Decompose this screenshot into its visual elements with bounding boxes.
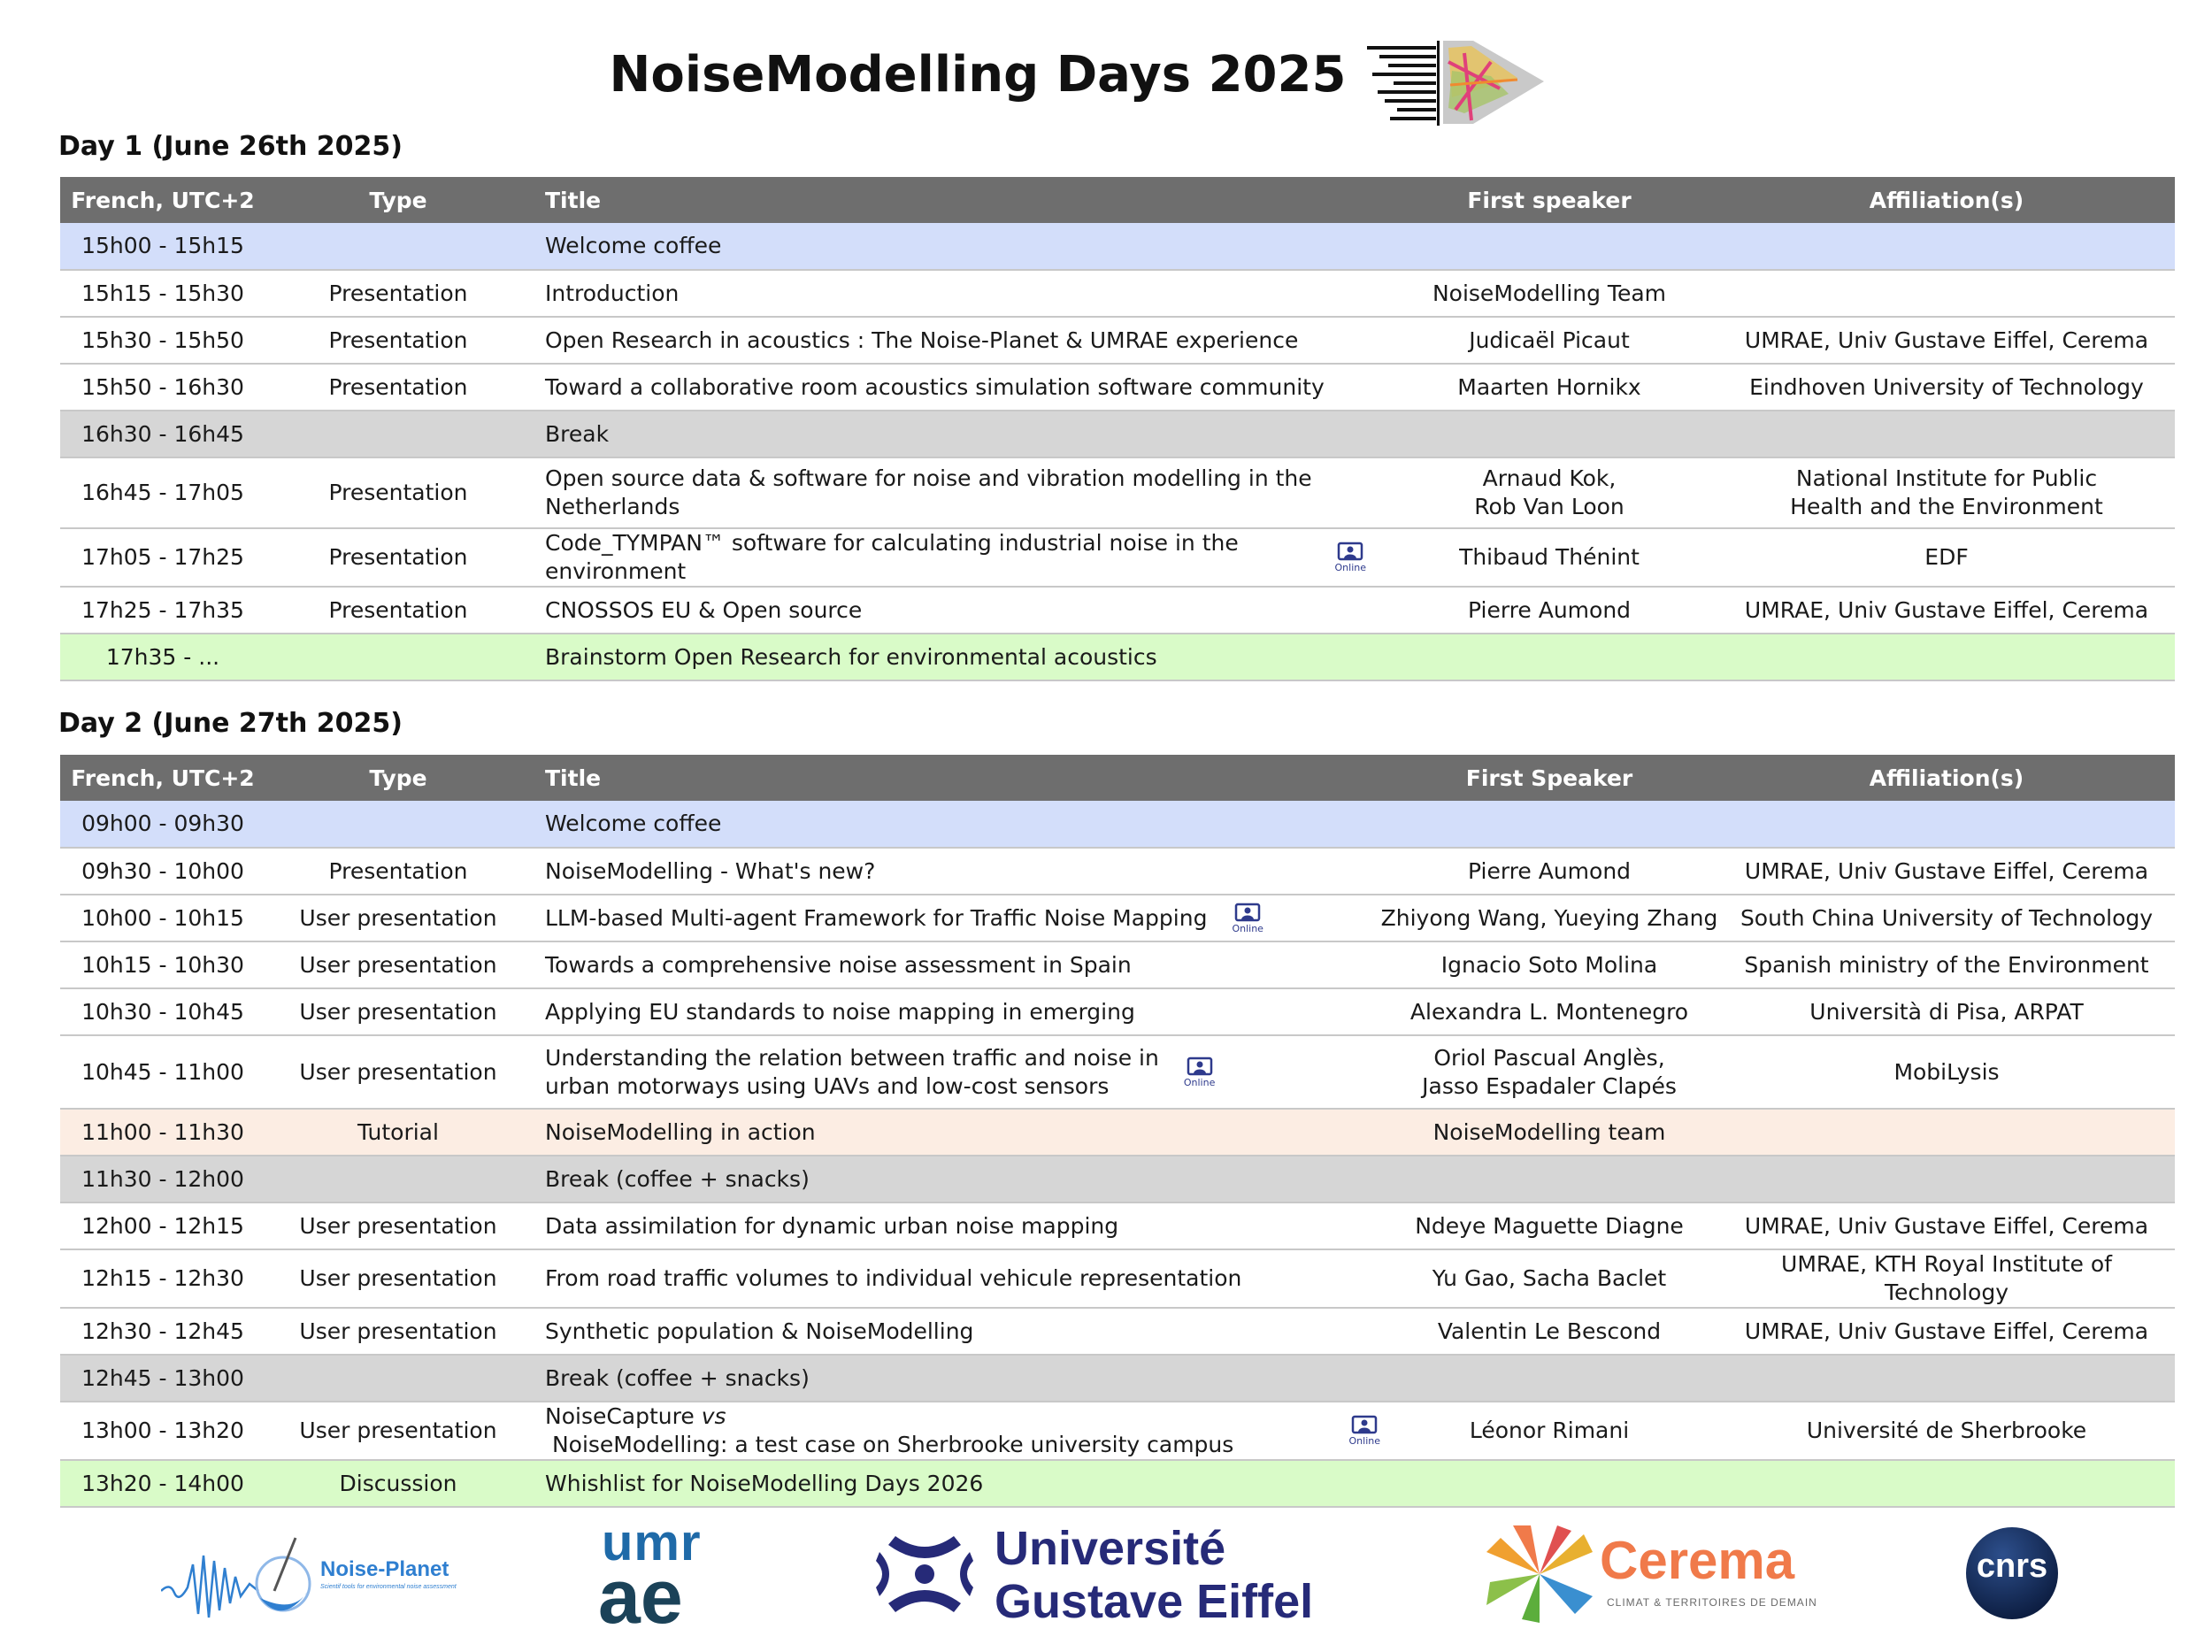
- type-cell: [265, 1156, 531, 1203]
- table-row: [60, 634, 2175, 680]
- affiliation-cell: [1718, 411, 2175, 457]
- online-badge: [1184, 1057, 1215, 1088]
- col-header-speaker: First Speaker: [1380, 755, 1718, 801]
- affiliation-line: National Institute for Public: [1795, 465, 2098, 491]
- col-header-type: Type: [265, 755, 531, 801]
- type-cell: User presentation: [265, 1402, 531, 1460]
- title-cell: Applying EU standards to noise mapping in emerging: [531, 988, 1380, 1035]
- time-cell: 17h25 - 17h35: [60, 587, 265, 634]
- cnrs-text: cnrs: [1976, 1548, 2048, 1585]
- title-line: urban motorways using UAVs and low-cost sensors: [545, 1072, 1110, 1099]
- time-cell: 12h15 - 12h30: [60, 1249, 265, 1308]
- title-part: NoiseCapture: [545, 1403, 702, 1429]
- universite-gustave-eiffel-logo: [876, 1522, 1354, 1637]
- time-cell: 16h45 - 17h05: [60, 457, 265, 528]
- day1-heading: Day 1 (June 26th 2025): [58, 131, 403, 162]
- time-cell: 11h30 - 12h00: [60, 1156, 265, 1203]
- time-cell: 13h20 - 14h00: [60, 1460, 265, 1507]
- affiliation-cell: [1718, 270, 2175, 317]
- day2-heading: Day 2 (June 27th 2025): [58, 708, 403, 739]
- table-row: [60, 941, 2175, 988]
- speaker-line: Arnaud Kok,: [1482, 465, 1617, 491]
- col-header-title: Title: [531, 177, 1380, 223]
- speaker-cell: Thibaud Thénint: [1380, 528, 1718, 587]
- table-row: [60, 1402, 2175, 1460]
- table-row: [60, 1203, 2175, 1249]
- affiliation-cell: UMRAE, Univ Gustave Eiffel, Cerema: [1718, 1203, 2175, 1249]
- type-cell: User presentation: [265, 1035, 531, 1109]
- table-header-row: [60, 177, 2175, 223]
- title-cell: Welcome coffee: [531, 801, 1380, 848]
- online-label: Online: [1348, 1435, 1380, 1447]
- table-row: [60, 1156, 2175, 1203]
- umrae-logo: [598, 1514, 722, 1640]
- table-row: [60, 270, 2175, 317]
- type-cell: User presentation: [265, 1203, 531, 1249]
- title-cell: Break (coffee + snacks): [531, 1156, 1380, 1203]
- cnrs-logo: [1964, 1522, 2062, 1637]
- speaker-line: Rob Van Loon: [1474, 494, 1624, 519]
- affiliation-cell: [1718, 1355, 2175, 1402]
- affiliation-cell: [1718, 1156, 2175, 1203]
- online-badge: [1349, 1415, 1380, 1447]
- title-cell: CNOSSOS EU & Open source: [531, 587, 1380, 634]
- page-title: NoiseModelling Days 2025: [609, 46, 1347, 104]
- type-cell: [265, 223, 531, 270]
- table-row: [60, 988, 2175, 1035]
- speaker-cell: [1380, 223, 1718, 270]
- table-row: [60, 1249, 2175, 1308]
- online-badge: [1232, 903, 1263, 934]
- online-presenter-icon: [1234, 903, 1261, 924]
- type-cell: Discussion: [265, 1460, 531, 1507]
- affiliation-cell: Spanish ministry of the Environment: [1718, 941, 2175, 988]
- table-row: [60, 364, 2175, 411]
- type-cell: User presentation: [265, 988, 531, 1035]
- affiliation-cell: [1718, 223, 2175, 270]
- time-cell: 15h50 - 16h30: [60, 364, 265, 411]
- col-header-type: Type: [265, 177, 531, 223]
- day1-schedule-table: [60, 177, 2175, 681]
- speaker-cell: Zhiyong Wang, Yueying Zhang: [1380, 895, 1718, 941]
- time-cell: 10h15 - 10h30: [60, 941, 265, 988]
- title-cell: From road traffic volumes to individual vehicule representation: [531, 1249, 1380, 1308]
- affiliation-cell: South China University of Technology: [1718, 895, 2175, 941]
- speaker-cell: NoiseModelling team: [1380, 1109, 1718, 1156]
- speaker-cell: Valentin Le Bescond: [1380, 1308, 1718, 1355]
- title-cell: [531, 895, 1380, 941]
- speaker-cell: Yu Gao, Sacha Baclet: [1380, 1249, 1718, 1308]
- time-cell: 15h00 - 15h15: [60, 223, 265, 270]
- cerema-name: Cerema: [1600, 1531, 1795, 1590]
- time-cell: 10h30 - 10h45: [60, 988, 265, 1035]
- speaker-cell: Ndeye Maguette Diagne: [1380, 1203, 1718, 1249]
- cerema-logo: [1486, 1522, 1823, 1637]
- speaker-cell: Judicaël Picaut: [1380, 317, 1718, 364]
- speaker-line: Oriol Pascual Anglès,: [1433, 1044, 1665, 1071]
- title-cell: Toward a collaborative room acoustics simulation software community: [531, 364, 1380, 411]
- noise-planet-wave-icon: [161, 1529, 316, 1626]
- type-cell: Presentation: [265, 317, 531, 364]
- online-badge: [1335, 542, 1366, 573]
- speaker-cell: [1380, 1035, 1718, 1109]
- type-cell: Presentation: [265, 270, 531, 317]
- noise-planet-logo: [161, 1522, 462, 1637]
- affiliation-line: Health and the Environment: [1790, 494, 2103, 519]
- noisemodelling-logo: [1367, 35, 1544, 131]
- affiliation-cell: UMRAE, Univ Gustave Eiffel, Cerema: [1718, 848, 2175, 895]
- type-cell: [265, 634, 531, 680]
- title-cell: Welcome coffee: [531, 223, 1380, 270]
- affiliation-cell: UMRAE, Univ Gustave Eiffel, Cerema: [1718, 587, 2175, 634]
- title-text: Code_TYMPAN™ software for calculating industrial noise in the environment: [545, 530, 1239, 584]
- time-cell: 12h30 - 12h45: [60, 1308, 265, 1355]
- affiliation-cell: UMRAE, Univ Gustave Eiffel, Cerema: [1718, 1308, 2175, 1355]
- speaker-cell: [1380, 801, 1718, 848]
- title-part: NoiseModelling: a test case on Sherbrooke university campus: [545, 1432, 1234, 1457]
- title-cell: Introduction: [531, 270, 1380, 317]
- time-cell: 16h30 - 16h45: [60, 411, 265, 457]
- day2-schedule-table: [60, 755, 2175, 1508]
- type-cell: Presentation: [265, 457, 531, 528]
- title-cell: Open Research in acoustics : The Noise-Planet & UMRAE experience: [531, 317, 1380, 364]
- speaker-cell: Alexandra L. Montenegro: [1380, 988, 1718, 1035]
- type-cell: User presentation: [265, 1249, 531, 1308]
- title-cell: [531, 1035, 1380, 1109]
- online-label: Online: [1334, 562, 1366, 573]
- col-header-affiliation: Affiliation(s): [1718, 755, 2175, 801]
- noise-planet-tagline: Scientif tools for environmental noise assessment: [320, 1584, 457, 1590]
- type-cell: User presentation: [265, 941, 531, 988]
- title-cell: Whishlist for NoiseModelling Days 2026: [531, 1460, 1380, 1507]
- speaker-cell: [1380, 1355, 1718, 1402]
- uge-emblem-icon: [876, 1525, 973, 1623]
- speaker-cell: Pierre Aumond: [1380, 587, 1718, 634]
- type-cell: [265, 1355, 531, 1402]
- speaker-cell: [1380, 411, 1718, 457]
- speaker-cell: NoiseModelling Team: [1380, 270, 1718, 317]
- title-cell: Synthetic population & NoiseModelling: [531, 1308, 1380, 1355]
- speaker-cell: [1380, 634, 1718, 680]
- speaker-cell: Léonor Rimani: [1380, 1402, 1718, 1460]
- time-cell: 17h05 - 17h25: [60, 528, 265, 587]
- online-label: Online: [1183, 1076, 1216, 1088]
- time-cell: 12h45 - 13h00: [60, 1355, 265, 1402]
- title-cell: Data assimilation for dynamic urban noise mapping: [531, 1203, 1380, 1249]
- table-row: [60, 801, 2175, 848]
- table-header-row: [60, 755, 2175, 801]
- title-cell: Break (coffee + snacks): [531, 1355, 1380, 1402]
- title-cell: Open source data & software for noise and vibration modelling in the Netherlands: [531, 457, 1380, 528]
- uge-line2: Gustave Eiffel: [995, 1575, 1314, 1628]
- umrae-bottom-text: ae: [598, 1555, 683, 1640]
- speaker-cell: Maarten Hornikx: [1380, 364, 1718, 411]
- affiliation-cell: [1718, 634, 2175, 680]
- type-cell: User presentation: [265, 895, 531, 941]
- table-row: [60, 848, 2175, 895]
- uge-line1: Université: [995, 1522, 1226, 1575]
- affiliation-cell: Eindhoven University of Technology: [1718, 364, 2175, 411]
- time-cell: 12h00 - 12h15: [60, 1203, 265, 1249]
- affiliation-cell: EDF: [1718, 528, 2175, 587]
- type-cell: User presentation: [265, 1308, 531, 1355]
- table-row: [60, 317, 2175, 364]
- title-cell: [531, 528, 1380, 587]
- type-cell: Presentation: [265, 848, 531, 895]
- speaker-cell: [1380, 1156, 1718, 1203]
- type-cell: Presentation: [265, 587, 531, 634]
- title-cell: Break: [531, 411, 1380, 457]
- affiliation-cell: UMRAE, Univ Gustave Eiffel, Cerema: [1718, 317, 2175, 364]
- affiliation-cell: [1718, 1109, 2175, 1156]
- col-header-time: French, UTC+2: [60, 177, 265, 223]
- cerema-tagline: CLIMAT & TERRITOIRES DE DEMAIN: [1607, 1596, 1817, 1609]
- title-line: Understanding the relation between traffic and noise in: [545, 1044, 1159, 1071]
- affiliation-cell: [1718, 1460, 2175, 1507]
- title-cell: [531, 1402, 1380, 1460]
- type-cell: Presentation: [265, 364, 531, 411]
- type-cell: [265, 801, 531, 848]
- title-cell: Brainstorm Open Research for environmental acoustics: [531, 634, 1380, 680]
- time-cell: 11h00 - 11h30: [60, 1109, 265, 1156]
- affiliation-cell: UMRAE, KTH Royal Institute of Technology: [1718, 1249, 2175, 1308]
- col-header-speaker: First speaker: [1380, 177, 1718, 223]
- table-row: [60, 1308, 2175, 1355]
- cerema-emblem-icon: [1486, 1525, 1593, 1623]
- table-row: [60, 411, 2175, 457]
- speaker-cell: [1380, 1460, 1718, 1507]
- type-cell: Presentation: [265, 528, 531, 587]
- table-row: [60, 895, 2175, 941]
- affiliation-cell: [1718, 457, 2175, 528]
- time-cell: 17h35 - ...: [60, 634, 265, 680]
- speaker-cell: Ignacio Soto Molina: [1380, 941, 1718, 988]
- affiliation-cell: Università di Pisa, ARPAT: [1718, 988, 2175, 1035]
- table-row: [60, 457, 2175, 528]
- type-cell: Tutorial: [265, 1109, 531, 1156]
- time-cell: 10h00 - 10h15: [60, 895, 265, 941]
- table-row: [60, 1035, 2175, 1109]
- table-row: [60, 528, 2175, 587]
- online-label: Online: [1232, 922, 1263, 934]
- speaker-cell: [1380, 457, 1718, 528]
- time-cell: 15h15 - 15h30: [60, 270, 265, 317]
- type-cell: [265, 411, 531, 457]
- affiliation-cell: Université de Sherbrooke: [1718, 1402, 2175, 1460]
- title-text: LLM-based Multi-agent Framework for Traffic Noise Mapping: [545, 904, 1208, 931]
- time-cell: 09h30 - 10h00: [60, 848, 265, 895]
- speaker-cell: Pierre Aumond: [1380, 848, 1718, 895]
- col-header-title: Title: [531, 755, 1380, 801]
- online-presenter-icon: [1351, 1415, 1378, 1436]
- table-row: [60, 1460, 2175, 1507]
- title-text: [545, 1402, 1349, 1459]
- title-cell: NoiseModelling - What's new?: [531, 848, 1380, 895]
- speaker-line: Jasso Espadaler Clapés: [1422, 1072, 1677, 1099]
- table-row: [60, 223, 2175, 270]
- time-cell: 15h30 - 15h50: [60, 317, 265, 364]
- title-cell: NoiseModelling in action: [531, 1109, 1380, 1156]
- title-cell: Towards a comprehensive noise assessment in Spain: [531, 941, 1380, 988]
- affiliation-cell: [1718, 801, 2175, 848]
- affiliation-cell: MobiLysis: [1718, 1035, 2175, 1109]
- title-emphasis: vs: [701, 1403, 726, 1429]
- col-header-time: French, UTC+2: [60, 755, 265, 801]
- time-cell: 09h00 - 09h30: [60, 801, 265, 848]
- col-header-affiliation: Affiliation(s): [1718, 177, 2175, 223]
- time-cell: 13h00 - 13h20: [60, 1402, 265, 1460]
- umrae-top-text: umr: [602, 1514, 702, 1571]
- table-row: [60, 1355, 2175, 1402]
- online-presenter-icon: [1187, 1057, 1213, 1078]
- online-presenter-icon: [1337, 542, 1363, 563]
- table-row: [60, 587, 2175, 634]
- table-row: [60, 1109, 2175, 1156]
- noise-planet-name: Noise-Planet: [320, 1557, 449, 1581]
- time-cell: 10h45 - 11h00: [60, 1035, 265, 1109]
